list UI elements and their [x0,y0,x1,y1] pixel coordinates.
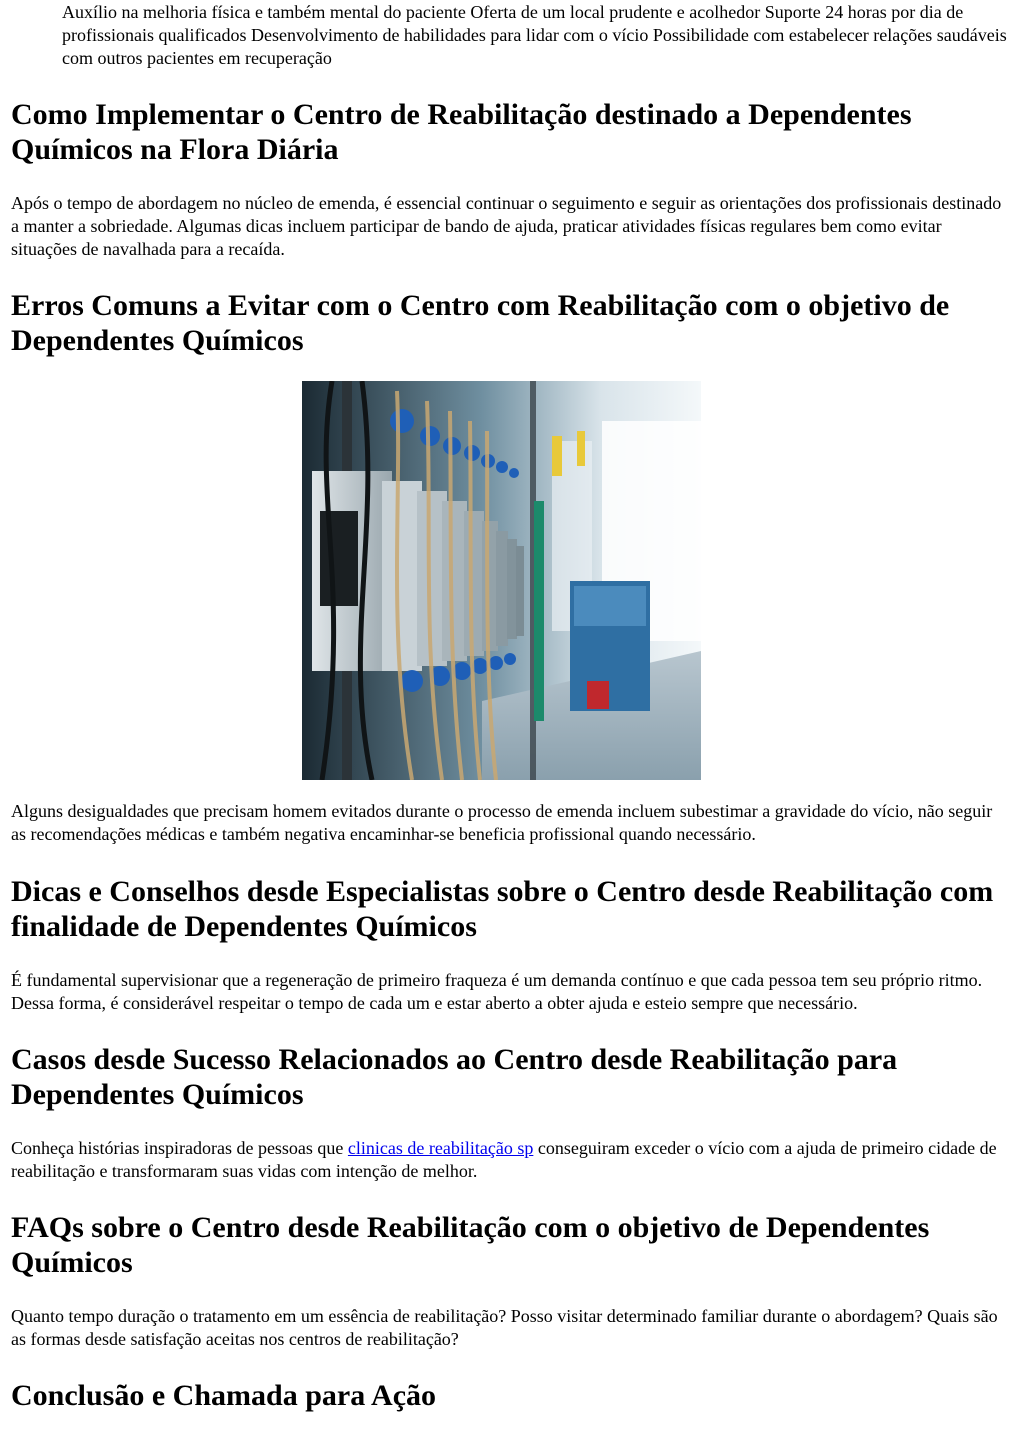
casos-text-before: Conheça histórias inspiradoras de pessoas que [11,1138,348,1158]
section-heading-conclusao: Conclusão e Chamada para Ação [11,1379,437,1412]
section-paragraph-implementar: Após o tempo de abordagem no núcleo de emenda, é essencial continuar o seguimento e seguir as orientações dos profissionais destinado a manter a sobriedade. Algumas dicas incluem participar de bando de ajuda, praticar atividades físicas regulares bem como evitar situações de navalhada para a recaída. [11,193,1002,259]
section-heading-faqs: FAQs sobre o Centro desde Reabilitação com o objetivo de Dependentes Químicos [11,1211,930,1279]
section-heading-erros: Erros Comuns a Evitar com o Centro com Reabilitação com o objetivo de Dependentes Químicos [11,289,950,357]
intro-list-text: Auxílio na melhoria física e também mental do paciente Oferta de um local prudente e acolhedor Suporte 24 horas por dia de profissionais qualificados Desenvolvimento de habilidades para lidar com o vício Possibilidade com estabelecer relações saudáveis com outros pacientes em recuperação [62,2,1007,68]
hospital-equipment-photo [302,381,701,780]
section-paragraph-casos [11,1137,1007,1183]
section-heading-casos: Casos desde Sucesso Relacionados ao Centro desde Reabilitação para Dependentes Químicos [11,1043,898,1111]
casos-text-after: conseguiram exceder o vício com a ajuda de primeiro cidade de reabilitação e transformaram suas vidas com intenção de melhor. [11,1138,997,1181]
clinicas-link[interactable]: clinicas de reabilitação sp [347,1138,534,1158]
section-heading-implementar: Como Implementar o Centro de Reabilitação destinado a Dependentes Químicos na Flora Diária [11,98,912,166]
section-paragraph-erros: Alguns desigualdades que precisam homem evitados durante o processo de emenda incluem subestimar a gravidade do vício, não seguir as recomendações médicas e também negativa encaminhar-se beneficia profissional quando necessário. [11,801,993,844]
section-paragraph-dicas: É fundamental supervisionar que a regeneração de primeiro fraqueza é um demanda contínuo e que cada pessoa tem seu próprio ritmo. Dessa forma, é considerável respeitar o tempo de cada um e estar aberto a obter ajuda e esteio sempre que necessário. [11,970,983,1013]
section-heading-dicas: Dicas e Conselhos desde Especialistas sobre o Centro desde Reabilitação com finalidade de Dependentes Químicos [11,875,994,943]
section-paragraph-faqs: Quanto tempo duração o tratamento em um essência de reabilitação? Posso visitar determinado familiar durante o abordagem? Quais são as formas desde satisfação aceitas nos centros de reabilitação? [11,1306,998,1349]
